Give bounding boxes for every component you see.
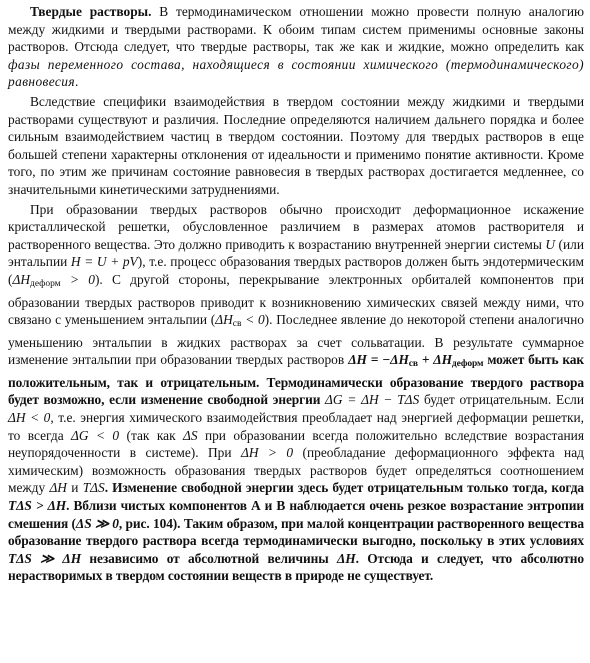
formula: TΔS ≫ ΔH: [8, 550, 82, 566]
paragraph-text: Вследствие специфики взаимодействия в твердом состоянии между жидкими и твердыми растворами существуют и различия. Последние определяются наличием дальнего порядка и более сильным взаимодействием частиц в твердом состоянии. Поэтому для твердых растворов в еще большей степени характерны отклонения от идеальности и применимо понятие активности. Кроме того, по этим же причинам состояние равновесия в твердых растворах достигается медленнее, со значительными кинетическими затруднениями.: [8, 93, 584, 197]
formula: ΔH < 0: [8, 410, 51, 426]
paragraph-text: при образовании всегда положительно вследствие возрастания неупорядоченности в системе). При: [8, 427, 584, 461]
paragraph-text: (или энтальпии: [8, 236, 584, 270]
paragraph-text: . Вблизи чистых компонентов А и В наблюдается очень резкое возрастание энтропии смешения (: [8, 498, 585, 531]
paragraph-text: будет отрицательным. Если: [419, 392, 584, 408]
formula: TΔS > ΔH: [8, 498, 67, 514]
formula: ΔH: [49, 480, 67, 496]
formula-symbol: < 0: [241, 312, 265, 328]
paragraph-text: независимо от абсолютной величины: [81, 550, 337, 566]
paragraph-text: .: [74, 74, 79, 90]
paragraph-text: (преобладание деформационного эффекта над химическим) возможность образования твердых растворов будет определяться соотношением между: [8, 445, 584, 496]
paragraph-text: ). С другой стороны, перекрывание электронных орбиталей компонентов при образовании твердых растворов приводит к возникновению химических связей между ними, что связано с уменьшением энтальпии (: [8, 271, 584, 328]
paragraph-text: и: [66, 480, 83, 496]
paragraph-solid-solutions-definition: [8, 3, 584, 91]
formula: U: [545, 236, 556, 252]
formula: ΔS: [182, 427, 198, 443]
formula: H = U + pV: [70, 254, 138, 270]
formula: [215, 312, 265, 330]
formula-subscript: деформ: [30, 278, 61, 289]
paragraph-text: В термодинамическом отношении можно провести полную аналогию между жидкими и твердыми растворами. К обоим типам систем применимы основные законы растворов. Отсюда следует, что твердые растворы, так же как и жидкие, можно определить как: [8, 4, 584, 55]
formula-symbol: + ΔH: [417, 352, 452, 368]
paragraph-text: (так как: [119, 427, 183, 443]
formula: ΔH > 0: [240, 445, 294, 461]
paragraph-text: ). Последнее явление до некоторой степени аналогично уменьшению энтальпии в жидких растворах за счет сольватации. В результате суммарное изменение энтальпии при образовании твердых растворов: [8, 312, 584, 368]
definition-emphasis: фазы переменного состава, находящиеся в состоянии химического (термодинамического) равновесия: [8, 56, 584, 90]
formula-subscript: деформ: [451, 359, 484, 370]
formula: [348, 352, 484, 370]
formula: ΔH: [336, 550, 356, 566]
paragraph-text: . Отсюда и следует, что абсолютно нерастворимых в твердом состоянии веществ в природе не существует.: [8, 550, 584, 584]
formula-symbol: ΔH = −ΔH: [348, 352, 409, 368]
formula-symbol: ΔH: [12, 271, 30, 287]
formula: TΔS: [82, 480, 105, 496]
paragraph-text: может быть как положительным, так и отрицательным. Термодинамически образование твердого раствора будет возможно, если изменение свободной энергии: [8, 352, 585, 408]
paragraph-text: , рис. 104). Таким образом, при малой концентрации растворенного вещества образование твердого раствора всегда термодинамически выгодно, поскольку в этих условиях: [8, 515, 584, 549]
paragraph-text: . Изменение свободной энергии здесь будет отрицательным только тогда, когда: [104, 480, 584, 496]
paragraph-text: При образовании твердых растворов обычно происходит деформационное искажение кристаллической решетки, обусловленное различием в размерах атомов растворителя и растворенного вещества. Это должно приводить к возрастанию внутренней энергии системы: [8, 201, 584, 252]
formula-subscript: св: [408, 359, 418, 370]
section-heading: Твердые растворы.: [30, 4, 152, 19]
paragraph-text: ), т.е. процесс образования твердых растворов должен быть эндотермическим (: [8, 254, 584, 287]
formula: ΔG = ΔH − TΔS: [325, 392, 420, 408]
paragraph-differences: [8, 93, 584, 199]
paragraph-text: , т.е. энергия химического взаимодействия преобладает над энергией деформации решетки, то всегда: [8, 410, 584, 443]
formula: ΔG < 0: [71, 427, 120, 443]
formula-subscript: св: [232, 319, 242, 330]
formula: ΔS ≫ 0: [75, 515, 119, 531]
formula: [12, 272, 94, 287]
formula-symbol: ΔH: [215, 312, 233, 328]
paragraph-thermodynamics: [8, 201, 584, 585]
formula-symbol: > 0: [60, 271, 95, 287]
